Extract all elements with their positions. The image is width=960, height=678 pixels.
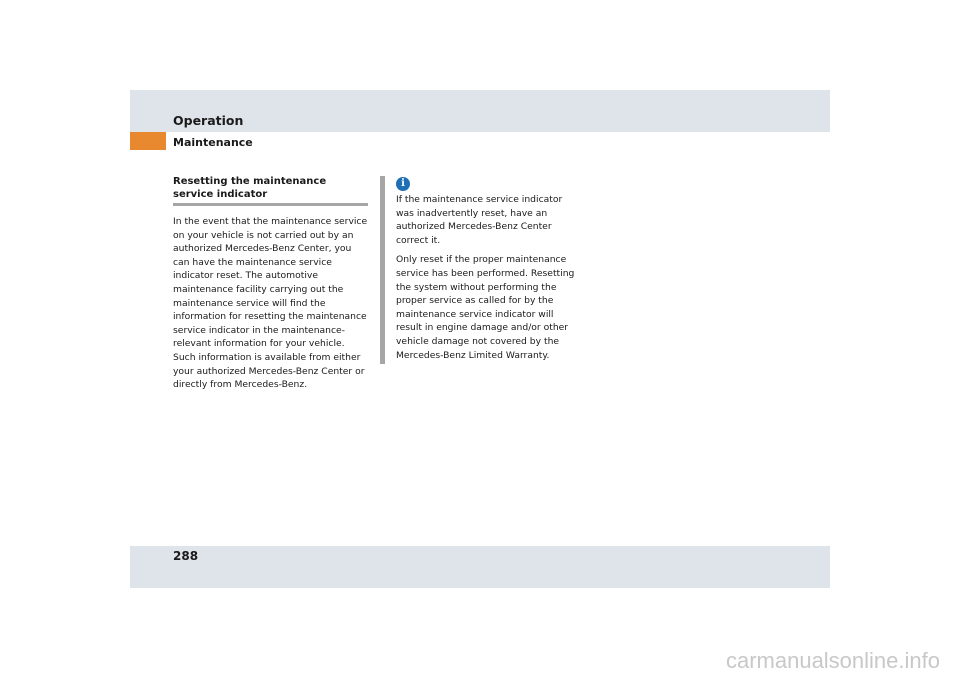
section-marker-tab bbox=[130, 132, 166, 150]
section-title: Operation bbox=[173, 113, 244, 128]
page-number: 288 bbox=[173, 549, 199, 563]
content-paragraph: In the event that the maintenance service on your vehicle is not carried out by an authorized Mercedes-Benz Center, you can have the maintenance service indicator reset. The automotive maintenance facility carrying out the maintenance service will find the information for resetting the maintenance service indicator in the maintenance-relevant information for your vehicle. Such information is available from either your authorized Mercedes-Benz Center or directly from Mercedes-Benz. bbox=[173, 216, 368, 391]
content-heading: Resetting the maintenance service indicator bbox=[173, 176, 368, 206]
info-icon: i bbox=[396, 177, 410, 191]
footer-band bbox=[130, 546, 830, 588]
subsection-title: Maintenance bbox=[173, 136, 253, 149]
info-note bbox=[396, 177, 576, 368]
watermark-text: carmanualsonline.info bbox=[725, 648, 940, 673]
note-paragraph-1: If the maintenance service indicator was inadvertently reset, have an authorized Mercedes-Benz Center correct it. bbox=[396, 194, 563, 246]
note-side-bar bbox=[380, 176, 385, 364]
main-content-column bbox=[173, 176, 368, 392]
note-paragraph-2: Only reset if the proper maintenance service has been performed. Resetting the system without performing the proper service as called for by the maintenance service indicator will result in engine damage and/or other vehicle damage not covered by the Mercedes-Benz Limited Warranty. bbox=[396, 254, 575, 361]
